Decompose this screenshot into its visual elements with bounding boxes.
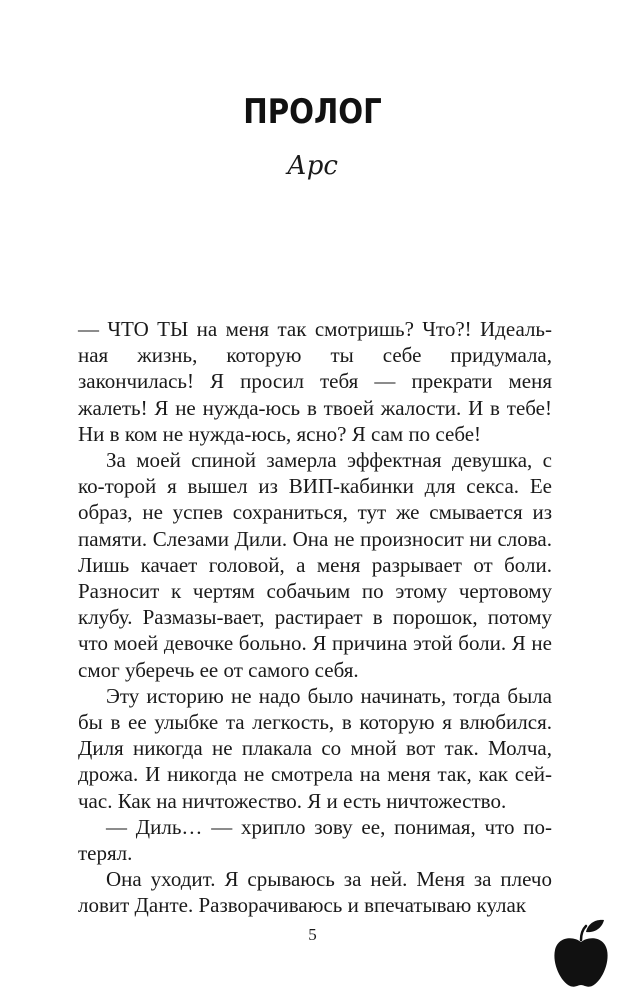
page-number: 5 (308, 925, 317, 944)
apple-icon (552, 918, 610, 988)
paragraph: Эту историю не надо было начинать, тогда была бы в ее улыбке та легкость, в которую я влюбился. Диля никогда не плакала со мной вот так. Молча, дрожа. И никогда не смотрела на меня так, как сей-час. Как на ничтожество. Я и есть ничтожество. (78, 683, 552, 813)
paragraph: За моей спиной замерла эффектная девушка, с ко-торой я вышел из ВИП-кабинки для секса. Ее образ, не успев сохраниться, тут же смывается из памяти. Слезами Дили. Она не произносит ни слова. Лишь качает головой, а меня разрывает от боли. Разносит к чертям собачьим по этому чертовому клубу. Размазы-вает, растирает в порошок, потому что моей девочке больно. Я причина этой боли. Я не смог уберечь ее от самого себя. (78, 448, 552, 682)
chapter-subtitle: Арс (287, 151, 338, 181)
paragraph: Она уходит. Я срываюсь за ней. Меня за плечо ловит Данте. Разворачиваюсь и впечатываю кулак (78, 867, 552, 918)
chapter-title: ПРОЛОГ (243, 92, 382, 132)
chapter-body (78, 316, 552, 919)
paragraph: — Диль… — хрипло зову ее, понимая, что по-терял. (78, 814, 552, 866)
paragraph: — ЧТО ТЫ на меня так смотришь? Что?! Идеаль-ная жизнь, которую ты себе придумала, закончилась! Я просил тебя — прекрати меня жалеть! Я не нужда-юсь в твоей жалости. И в тебе! Ни в ком не нужда-юсь, ясно? Я сам по себе! (78, 317, 552, 446)
